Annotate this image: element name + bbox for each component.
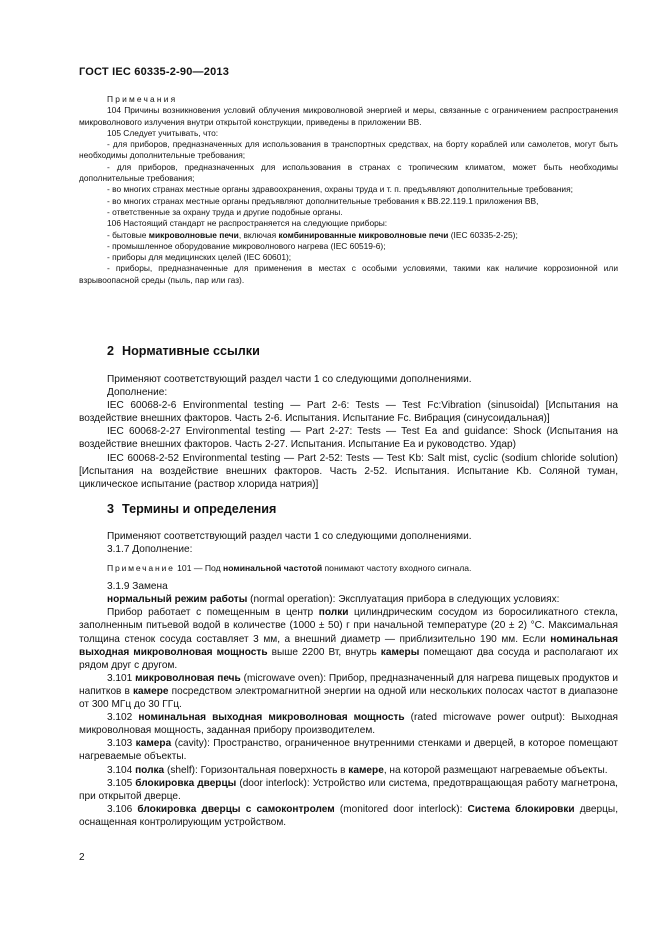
note-item: - ответственные за охрану труда и другие подобные органы. xyxy=(107,206,343,217)
page-header: ГОСТ IEC 60335-2-90—2013 xyxy=(79,66,230,78)
note-101: Примечание 101 — Под номинальной частотой понимают частоту входного сигнала. xyxy=(107,563,472,574)
note-item: 104 Причины возникновения условий облучения микроволновой энергией и меры, связанные с ограничением распространения микроволнового излучения внутри открытой конструкции, приведены в приложении ВВ. xyxy=(79,105,618,127)
term-3-105: 3.105 блокировка дверцы (door interlock): Устройство или система, предотвращающая работу магнетрона, при открытой дверце. xyxy=(79,777,618,802)
note-item: - для приборов, предназначенных для использования в транспортных средствах, на борту кораблей или самолетов, могут быть необходимы дополнительные требования; xyxy=(79,139,618,161)
term-3-106: 3.106 блокировка дверцы с самоконтролем (monitored door interlock): Система блокировки дверцы, оснащенная контролирующим устройством. xyxy=(79,803,618,828)
reference-item: IEC 60068-2-6 Environmental testing — Part 2-6: Tests — Test Fc:Vibration (sinusoidal) [Испытания на воздействие внешних факторов. Часть 2-6. Испытания. Испытание Fc. Вибрация (синусоидальная)] xyxy=(79,400,618,425)
term-3-102: 3.102 номинальная выходная микроволновая мощность (rated microwave power output): Выходная микроволновая мощность, заданная прибору производителем. xyxy=(79,712,618,737)
reference-item: IEC 60068-2-27 Environmental testing — Part 2-27: Tests — Test Ea and guidance: Shock (Испытания на воздействие внешних факторов. Часть 2-27. Испытания. Испытание Еа и руководство. Удар) xyxy=(79,426,618,451)
term-3-104: 3.104 полка (shelf): Горизонтальная поверхность в камере, на которой размещают нагреваемые объекты. xyxy=(107,764,608,776)
normal-operation-description: Прибор работает с помещенным в центр полки цилиндрическим сосудом из боросиликатного стекла, заполненным питьевой водой в количестве (1000 ± 50) г при начальной температуре (20 ± 2) °С. Максимальная толщина стенок сосуда составляет 3 мм, а внешний диаметр — приблизительно 190 мм. Если номинальная выходная микроволновая мощность выше 2200 Вт, внутрь камеры помещают два сосуда и располагают их рядом друг с другом. xyxy=(79,607,618,671)
note-item: - для приборов, предназначенных для использования в странах с тропическим климатом, может быть необходимы дополнительные требования; xyxy=(79,161,618,184)
replacement-label: 3.1.9 Замена xyxy=(107,581,168,593)
section-3-body xyxy=(79,530,618,829)
section-3-addition: 3.1.7 Дополнение: xyxy=(107,544,193,556)
term-3-101: 3.101 микроволновая печь (microwave oven): Прибор, предназначенный для нагрева пищевых продуктов и напитков в камере посредством электромагнитной энергии на одной или нескольких полосах частот в диапазоне от 300 МГц до 30 ГГц. xyxy=(79,672,618,711)
section-2-body xyxy=(79,373,618,491)
section-3-intro: Применяют соответствующий раздел части 1 со следующими дополнениями. xyxy=(107,531,472,542)
section-2-intro: Применяют соответствующий раздел части 1 со следующими дополнениями. xyxy=(107,374,472,385)
page-number: 2 xyxy=(79,852,85,863)
notes-block xyxy=(79,94,618,286)
reference-item: IEC 60068-2-52 Environmental testing — Part 2-52: Tests — Test Kb: Salt mist, cyclic (sodium chloride solution) [Испытания на воздействие внешних факторов. Часть 2-52. Испытания. Испытание Kb. Соляной туман, циклическое испытание (раствор хлорида натрия)] xyxy=(79,452,618,490)
term-normal-operation: нормальный режим работы (normal operation): Эксплуатация прибора в следующих условиях: xyxy=(107,594,560,606)
notes-label: Примечания xyxy=(107,94,178,104)
section-2-heading: 2 Нормативные ссылки xyxy=(107,344,260,358)
section-3-heading: 3 Термины и определения xyxy=(107,502,277,516)
note-item: 105 Следует учитывать, что: xyxy=(107,127,219,138)
note-item: 106 Настоящий стандарт не распространяется на следующие приборы: xyxy=(107,218,388,229)
exclusion-item: - бытовые микроволновые печи, включая комбинированные микроволновые печи (IEC 60335-2-25); xyxy=(107,229,518,240)
exclusion-item: - приборы, предназначенные для применения в местах с особыми условиями, такими как наличие коррозионной или взрывоопасной среды (пыль, пар или газ). xyxy=(79,263,618,285)
note-item: - во многих странах местные органы предъявляют дополнительные требования к ВВ.22.119.1 приложения ВВ, xyxy=(107,195,539,206)
exclusion-item: - приборы для медицинских целей (IEC 60601); xyxy=(107,252,292,263)
term-3-103: 3.103 камера (cavity): Пространство, ограниченное внутренними стенками и дверцей, в которое помещают нагреваемые объекты. xyxy=(79,738,618,763)
section-2-addition: Дополнение: xyxy=(107,387,168,399)
note-item: - во многих странах местные органы здравоохранения, охраны труда и т. п. предъявляют дополнительные требования; xyxy=(107,184,573,195)
exclusion-item: - промышленное оборудование микроволнового нагрева (IEC 60519-6); xyxy=(107,240,386,251)
